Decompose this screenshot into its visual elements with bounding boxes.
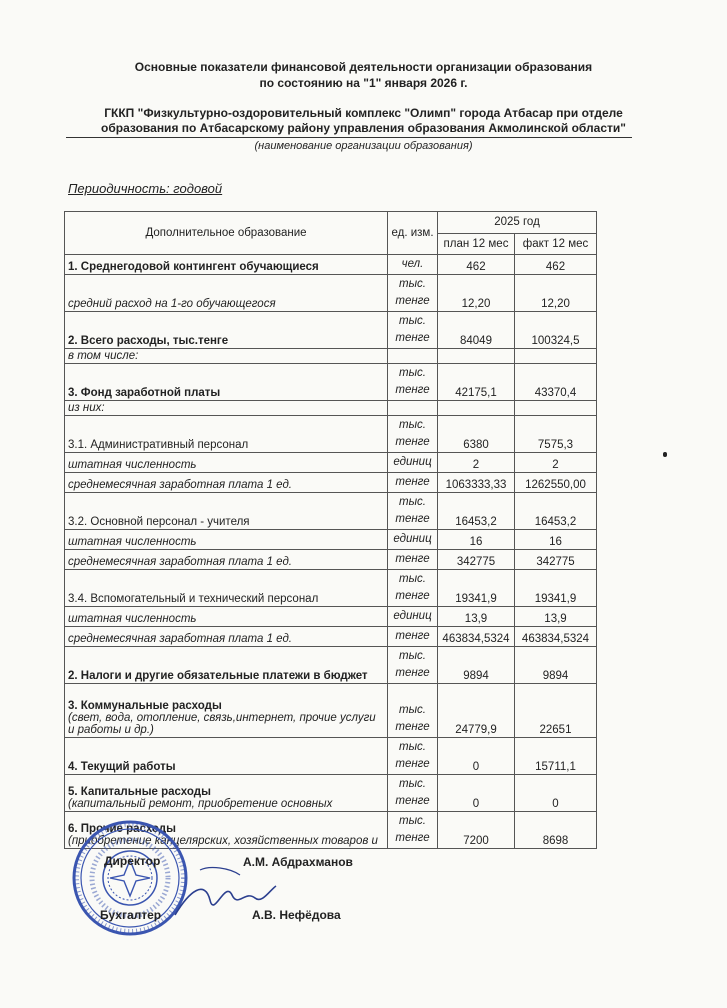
row-label — [65, 684, 388, 738]
unit-cell — [388, 401, 438, 416]
row-label-text: 5. Капитальные расходы — [68, 786, 211, 798]
unit-cell — [388, 738, 438, 775]
row-label-text: 3.1. Административный персонал — [68, 439, 249, 451]
unit-cell — [388, 493, 438, 530]
fact-value: 22651 — [515, 684, 597, 738]
plan-value: 19341,9 — [438, 570, 515, 607]
row-label — [65, 570, 388, 607]
row-label-text: из них: — [68, 402, 105, 414]
row-label — [65, 647, 388, 684]
unit-text: тенге — [395, 795, 430, 807]
fact-value: 2 — [515, 453, 597, 473]
unit-cell — [388, 812, 438, 849]
table-row — [65, 530, 597, 550]
unit-text: тыс. — [399, 650, 426, 662]
unit-text: единиц — [393, 533, 432, 545]
table-row — [65, 627, 597, 647]
table-row — [65, 493, 597, 530]
table-body — [65, 255, 597, 849]
table-row — [65, 607, 597, 627]
plan-value: 16 — [438, 530, 515, 550]
row-label — [65, 530, 388, 550]
plan-value: 12,20 — [438, 275, 515, 312]
unit-text: единиц — [393, 610, 432, 622]
unit-text: тыс. — [399, 367, 426, 379]
unit-cell — [388, 255, 438, 275]
plan-value: 6380 — [438, 416, 515, 453]
plan-value: 24779,9 — [438, 684, 515, 738]
fact-value: 462 — [515, 255, 597, 275]
unit-cell — [388, 550, 438, 570]
fact-value: 1262550,00 — [515, 473, 597, 493]
fact-value: 8698 — [515, 812, 597, 849]
row-label-text: среднемесячная заработная плата 1 ед. — [68, 479, 292, 491]
unit-text: тыс. — [399, 419, 426, 431]
row-label — [65, 493, 388, 530]
plan-value — [438, 349, 515, 364]
organization-name-line1: ГККП "Физкультурно-оздоровительный комплекс "Олимп" города Атбасар при отделе — [104, 106, 623, 120]
unit-cell — [388, 627, 438, 647]
unit-text: тенге — [395, 553, 430, 565]
row-label — [65, 627, 388, 647]
unit-text: тенге — [395, 590, 430, 602]
plan-value: 463834,5324 — [438, 627, 515, 647]
unit-text: чел. — [401, 258, 424, 270]
column-header-name: Дополнительное образование — [65, 212, 388, 255]
row-label-text: 1. Среднегодовой контингент обучающиеся — [68, 261, 319, 273]
fact-value: 12,20 — [515, 275, 597, 312]
row-label-text: 3.2. Основной персонал - учителя — [68, 516, 250, 528]
plan-value: 42175,1 — [438, 364, 515, 401]
row-label — [65, 401, 388, 416]
fact-value: 19341,9 — [515, 570, 597, 607]
fact-value: 13,9 — [515, 607, 597, 627]
column-header-year: 2025 год — [438, 212, 597, 234]
financial-indicators-table — [64, 211, 597, 849]
row-label-text: средний расход на 1-го обучающегося — [68, 298, 276, 310]
unit-cell — [388, 364, 438, 401]
unit-cell — [388, 349, 438, 364]
plan-value: 462 — [438, 255, 515, 275]
row-label-text: 3.4. Вспомогательный и технический персонал — [68, 593, 319, 605]
unit-text: тыс. — [399, 704, 426, 716]
accountant-name: А.В. Нефёдова — [252, 908, 341, 922]
unit-text: тыс. — [399, 315, 426, 327]
row-label — [65, 607, 388, 627]
unit-cell — [388, 312, 438, 349]
document-title-line1: Основные показатели финансовой деятельности организации образования — [134, 60, 593, 74]
unit-text: тенге — [395, 513, 430, 525]
periodicity-label: Периодичность: годовой — [68, 181, 223, 196]
table-row — [65, 275, 597, 312]
fact-value: 7575,3 — [515, 416, 597, 453]
unit-text: тенге — [395, 476, 430, 488]
row-label — [65, 775, 388, 812]
unit-text: тенге — [395, 721, 430, 733]
column-header-plan: план 12 мес — [438, 233, 515, 255]
unit-cell — [388, 684, 438, 738]
table-row — [65, 401, 597, 416]
table-row — [65, 312, 597, 349]
row-label — [65, 312, 388, 349]
unit-text: единиц — [393, 456, 432, 468]
fact-value: 342775 — [515, 550, 597, 570]
row-label — [65, 275, 388, 312]
document-title-line2: по состоянию на "1" января 2026 г. — [259, 76, 468, 90]
unit-cell — [388, 570, 438, 607]
accountant-role: Бухгалтер — [100, 908, 162, 922]
plan-value — [438, 401, 515, 416]
unit-text: тыс. — [399, 815, 426, 827]
row-label — [65, 416, 388, 453]
plan-value: 1063333,33 — [438, 473, 515, 493]
row-label-text: 6. Прочие расходы — [68, 823, 176, 835]
fact-value: 15711,1 — [515, 738, 597, 775]
unit-cell — [388, 530, 438, 550]
row-label-text: штатная численность — [68, 536, 197, 548]
table-row — [65, 349, 597, 364]
table-row — [65, 255, 597, 275]
plan-value: 16453,2 — [438, 493, 515, 530]
plan-value: 342775 — [438, 550, 515, 570]
table-row — [65, 550, 597, 570]
row-label-note: (капитальный ремонт, приобретение основных — [68, 798, 333, 810]
row-label-text: 4. Текущий работы — [68, 761, 176, 773]
fact-value: 43370,4 — [515, 364, 597, 401]
unit-text: тенге — [395, 436, 430, 448]
table-row — [65, 364, 597, 401]
row-label-text: штатная численность — [68, 613, 197, 625]
unit-cell — [388, 453, 438, 473]
column-header-unit: ед. изм. — [388, 212, 438, 255]
row-label — [65, 738, 388, 775]
row-label-note: (свет, вода, отопление, связь,интернет, прочие услуги и работы и др.) — [68, 712, 376, 736]
row-label — [65, 550, 388, 570]
fact-value: 16 — [515, 530, 597, 550]
row-label-text: штатная численность — [68, 459, 197, 471]
fact-value — [515, 401, 597, 416]
table-row — [65, 570, 597, 607]
plan-value: 0 — [438, 775, 515, 812]
plan-value: 13,9 — [438, 607, 515, 627]
table-row — [65, 684, 597, 738]
fact-value: 16453,2 — [515, 493, 597, 530]
organization-note: (наименование организации образования) — [254, 140, 473, 152]
fact-value: 9894 — [515, 647, 597, 684]
row-label-text: 2. Налоги и другие обязательные платежи в бюджет — [68, 670, 368, 682]
fact-value: 0 — [515, 775, 597, 812]
unit-cell — [388, 416, 438, 453]
row-label-text: среднемесячная заработная плата 1 ед. — [68, 633, 292, 645]
organization-name-line2: образования по Атбасарскому району управления образования Акмолинской области" — [101, 121, 626, 135]
unit-cell — [388, 775, 438, 812]
unit-cell — [388, 473, 438, 493]
unit-text: тенге — [395, 758, 430, 770]
director-role: Директор — [104, 854, 161, 868]
director-name: А.М. Абдрахманов — [243, 855, 353, 869]
row-label — [65, 473, 388, 493]
row-label-note: (приобретение канцелярских, хозяйственных товаров и — [68, 835, 378, 847]
unit-text: тыс. — [399, 278, 426, 290]
column-header-fact: факт 12 мес — [515, 233, 597, 255]
row-label — [65, 453, 388, 473]
ink-speck — [663, 452, 667, 457]
row-label — [65, 349, 388, 364]
unit-text: тенге — [395, 332, 430, 344]
fact-value: 100324,5 — [515, 312, 597, 349]
fact-value — [515, 349, 597, 364]
unit-text: тенге — [395, 384, 430, 396]
unit-cell — [388, 607, 438, 627]
table-row — [65, 647, 597, 684]
plan-value: 2 — [438, 453, 515, 473]
unit-text: тыс. — [399, 496, 426, 508]
unit-text: тенге — [395, 630, 430, 642]
row-label-text: 3. Коммунальные расходы — [68, 700, 222, 712]
plan-value: 7200 — [438, 812, 515, 849]
unit-text: тенге — [395, 295, 430, 307]
unit-text: тыс. — [399, 573, 426, 585]
unit-text: тенге — [395, 832, 430, 844]
unit-text: тыс. — [399, 741, 426, 753]
table-row — [65, 416, 597, 453]
row-label-text: среднемесячная заработная плата 1 ед. — [68, 556, 292, 568]
plan-value: 84049 — [438, 312, 515, 349]
unit-cell — [388, 647, 438, 684]
table-row — [65, 473, 597, 493]
unit-cell — [388, 275, 438, 312]
row-label — [65, 255, 388, 275]
fact-value: 463834,5324 — [515, 627, 597, 647]
table-row — [65, 453, 597, 473]
plan-value: 0 — [438, 738, 515, 775]
unit-text: тенге — [395, 667, 430, 679]
table-row — [65, 775, 597, 812]
row-label — [65, 364, 388, 401]
row-label-text: 3. Фонд заработной платы — [68, 387, 221, 399]
organization-underline — [66, 137, 632, 138]
table-row — [65, 738, 597, 775]
unit-text: тыс. — [399, 778, 426, 790]
plan-value: 9894 — [438, 647, 515, 684]
row-label-text: 2. Всего расходы, тыс.тенге — [68, 335, 229, 347]
row-label-text: в том числе: — [68, 350, 139, 362]
